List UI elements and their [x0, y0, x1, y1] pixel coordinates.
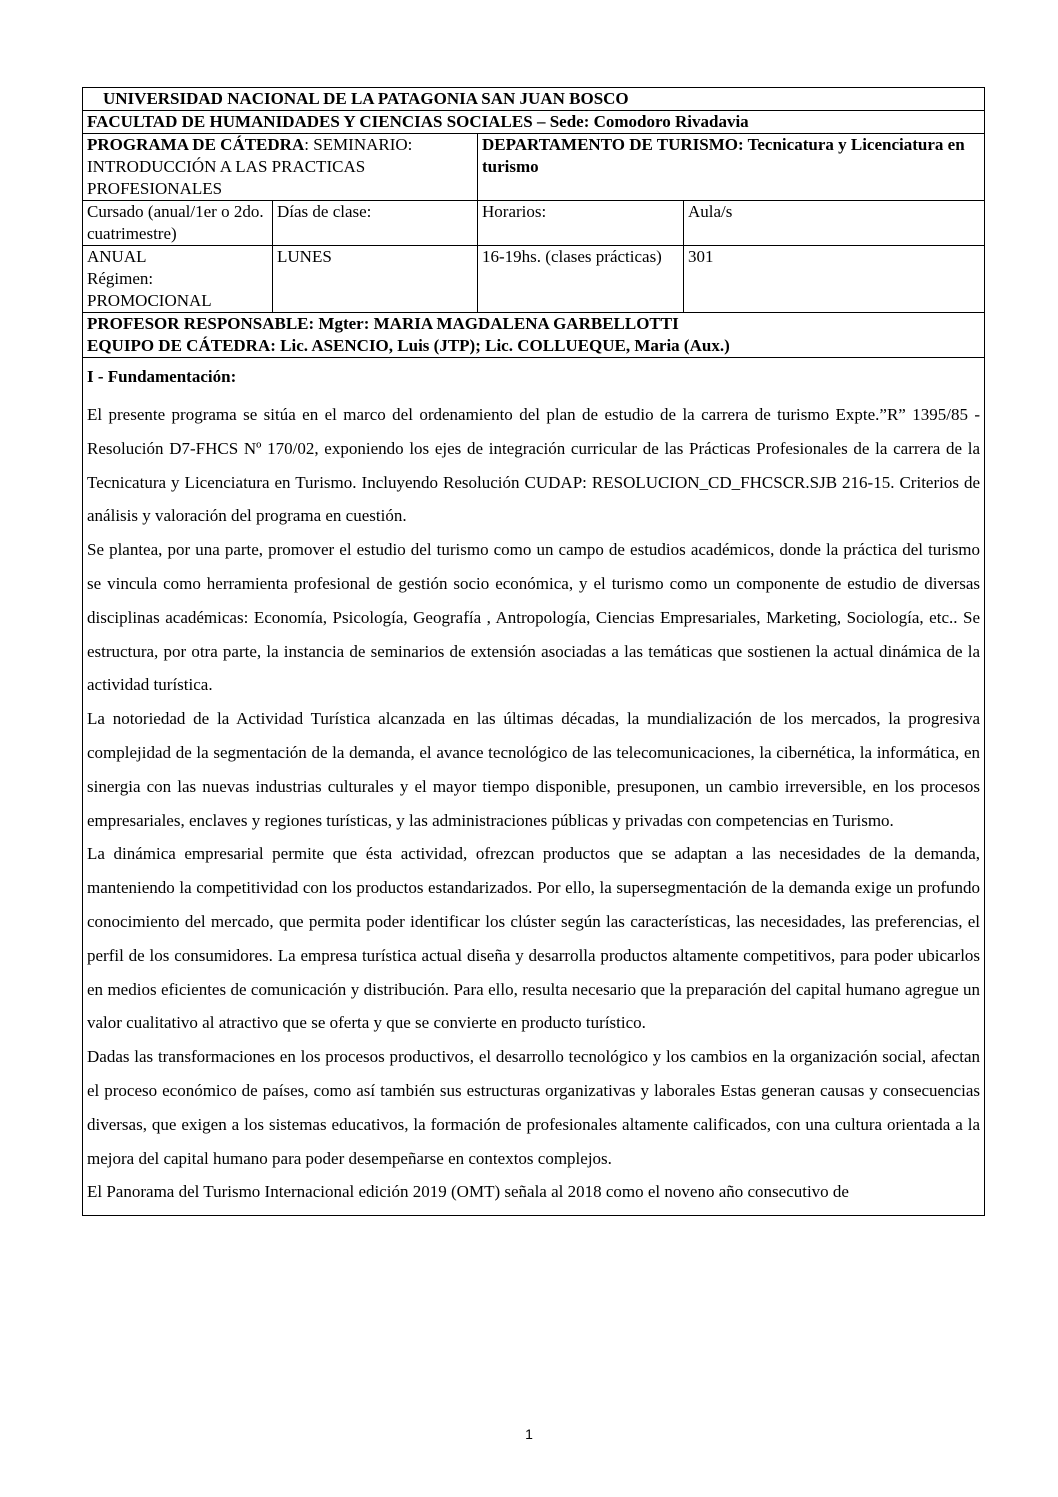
value-horarios: 16-19hs. (clases prácticas) [478, 246, 684, 313]
faculty-name: FACULTAD DE HUMANIDADES Y CIENCIAS SOCIALES – Sede: Comodoro Rivadavia [83, 111, 985, 134]
course-info-table [82, 87, 985, 1216]
paragraph: El presente programa se sitúa en el marco del ordenamiento del plan de estudio de la carrera de turismo Expte.”R” 1395/85 - Resolución D7-FHCS Nº 170/02, exponiendo los ejes de integración curricular de las Prácticas Profesionales de la carrera de la Tecnicatura y Licenciatura en Turismo. Incluyendo Resolución CUDAP: RESOLUCION_CD_FHCSCR.SJB 216-15. Criterios de análisis y valoración del programa en cuestión. [87, 405, 981, 526]
team-line: EQUIPO DE CÁTEDRA: Lic. ASENCIO, Luis (JTP); Lic. COLLUEQUE, Maria (Aux.) [87, 336, 730, 355]
cursado-line: PROMOCIONAL [87, 291, 212, 310]
paragraph: La notoriedad de la Actividad Turística alcanzada en las últimas décadas, la mundialización de los mercados, la progresiva complejidad de la segmentación de la demanda, el avance tecnológico de las telecomunicaciones, la cibernética, la informática, en sinergia con las nuevas industrias culturales y el mayor tiempo disponible, presuponen, un cambio irreversible, en los procesos empresariales, enclaves y regiones turísticas, y las administraciones públicas y privadas con competencias en Turismo. [87, 709, 981, 830]
header-dias: Días de clase: [273, 201, 478, 246]
paragraph: Se plantea, por una parte, promover el estudio del turismo como un campo de estudios académicos, donde la práctica del turismo se vincula como herramienta profesional de gestión socio económica, y el turismo como un componente de estudio de diversas disciplinas académicas: Economía, Psicología, Geografía , Antropología, Ciencias Empresariales, Marketing, Sociología, etc.. Se estructura, por otra parte, la instancia de seminarios de extensión asociadas a las temáticas que sostienen la actual dinámica de la actividad turística. [87, 540, 981, 695]
header-cursado: Cursado (anual/1er o 2do. cuatrimestre) [83, 201, 273, 246]
staff-cell [83, 313, 985, 358]
program-value: : SEMINARIO: INTRODUCCIÓN A LAS PRACTICAS PROFESIONALES [87, 135, 413, 198]
university-name: UNIVERSIDAD NACIONAL DE LA PATAGONIA SAN JUAN BOSCO [83, 88, 985, 111]
staff-row [83, 313, 985, 358]
fundamentacion-cell [83, 358, 985, 1216]
department-cell: DEPARTAMENTO DE TURISMO: Tecnicatura y Licenciatura en turismo [478, 134, 985, 201]
faculty-row [83, 111, 985, 134]
cursado-line: Régimen: [87, 269, 154, 288]
header-aula: Aula/s [684, 201, 985, 246]
paragraph: El Panorama del Turismo Internacional edición 2019 (OMT) señala al 2018 como el noveno año consecutivo de [87, 1182, 849, 1202]
section-title: I - Fundamentación: [87, 367, 237, 386]
university-row [83, 88, 985, 111]
fundamentacion-row [83, 358, 985, 1216]
page-number: 1 [525, 1426, 533, 1442]
schedule-values-row [83, 246, 985, 313]
schedule-header-row [83, 201, 985, 246]
professor-line: PROFESOR RESPONSABLE: Mgter: MARIA MAGDALENA GARBELLOTTI [87, 314, 679, 333]
program-label: PROGRAMA DE CÁTEDRA [87, 135, 305, 154]
paragraph: Dadas las transformaciones en los procesos productivos, el desarrollo tecnológico y los cambios en la organización social, afectan el proceso económico de países, como así también sus estructuras organizativas y laborales Estas generan causas y consecuencias diversas, que exigen a los sistemas educativos, la formación de profesionales altamente calificados, con una cultura orientada a la mejora del capital humano para poder desempeñarse en contextos complejos. [87, 1047, 981, 1168]
program-cell [83, 134, 478, 201]
value-dias: LUNES [273, 246, 478, 313]
value-aula: 301 [684, 246, 985, 313]
paragraph: La dinámica empresarial permite que ésta actividad, ofrezcan productos que se adaptan a las necesidades de la demanda, manteniendo la competitividad con los productos estandarizados. Por ello, la supersegmentación de la demanda exige un profundo conocimiento del mercado, que permita poder identificar los clúster según las características, las necesidades, las preferencias, el perfil de los consumidores. La empresa turística actual diseña y desarrolla productos altamente competitivos, para poder ubicarlos en medios eficientes de comunicación y distribución. Para ello, resulta necesario que la preparación del capital humano agregue un valor cualitativo al atractivo que se oferta y que se convierte en producto turístico. [87, 844, 981, 1033]
value-cursado [83, 246, 273, 313]
cursado-line: ANUAL [87, 247, 147, 266]
program-row [83, 134, 985, 201]
header-horarios: Horarios: [478, 201, 684, 246]
